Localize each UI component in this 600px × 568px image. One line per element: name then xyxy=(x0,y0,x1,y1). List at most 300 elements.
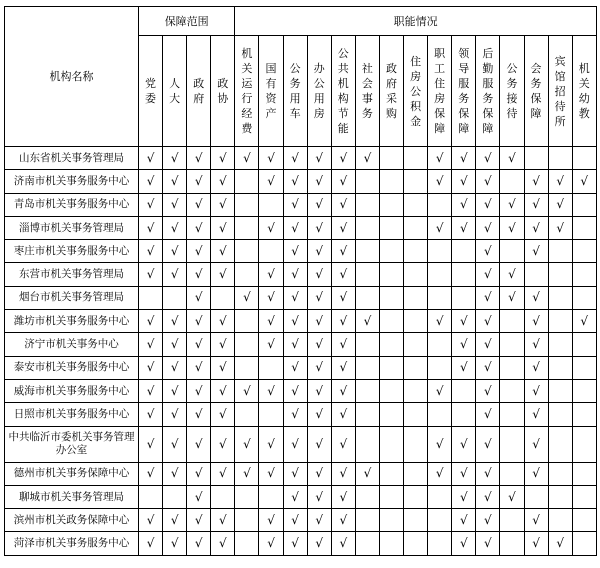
check-mark-cell: √ xyxy=(476,356,500,379)
org-name-cell: 德州市机关事务保障中心 xyxy=(5,462,139,485)
check-mark-cell: √ xyxy=(307,240,331,263)
empty-cell xyxy=(235,216,259,239)
check-mark-cell: √ xyxy=(476,379,500,402)
empty-cell xyxy=(428,532,452,555)
empty-cell xyxy=(404,379,428,402)
empty-cell xyxy=(404,462,428,485)
column-header-label: 政府采购 xyxy=(385,62,397,120)
check-mark-cell: √ xyxy=(331,426,355,462)
check-mark-cell: √ xyxy=(524,426,548,462)
check-mark-cell: √ xyxy=(307,379,331,402)
empty-cell xyxy=(548,403,572,426)
empty-cell xyxy=(235,333,259,356)
empty-cell xyxy=(572,532,596,555)
check-mark-cell: √ xyxy=(524,462,548,485)
group-header-functions: 职能情况 xyxy=(235,7,596,36)
check-mark-cell: √ xyxy=(524,240,548,263)
empty-cell xyxy=(163,485,187,508)
empty-cell xyxy=(355,532,379,555)
column-header-label: 后勤服务保障 xyxy=(482,47,494,135)
empty-cell xyxy=(259,403,283,426)
check-mark-cell: √ xyxy=(331,263,355,286)
empty-cell xyxy=(379,403,403,426)
empty-cell xyxy=(572,426,596,462)
empty-cell xyxy=(428,263,452,286)
column-header-label: 住房公积金 xyxy=(410,54,422,128)
check-mark-cell: √ xyxy=(259,333,283,356)
empty-cell xyxy=(548,286,572,309)
check-mark-cell: √ xyxy=(524,403,548,426)
check-mark-cell: √ xyxy=(187,403,211,426)
empty-cell xyxy=(379,485,403,508)
check-mark-cell: √ xyxy=(259,310,283,333)
check-mark-cell: √ xyxy=(187,170,211,193)
check-mark-cell: √ xyxy=(283,426,307,462)
check-mark-cell: √ xyxy=(331,509,355,532)
empty-cell xyxy=(379,356,403,379)
check-mark-cell: √ xyxy=(476,216,500,239)
empty-cell xyxy=(379,240,403,263)
check-mark-cell: √ xyxy=(355,147,379,170)
check-mark-cell: √ xyxy=(211,426,235,462)
check-mark-cell: √ xyxy=(235,426,259,462)
empty-cell xyxy=(379,263,403,286)
check-mark-cell: √ xyxy=(283,216,307,239)
empty-cell xyxy=(404,310,428,333)
empty-cell xyxy=(500,462,524,485)
check-mark-cell: √ xyxy=(476,263,500,286)
check-mark-cell: √ xyxy=(331,286,355,309)
check-mark-cell: √ xyxy=(524,286,548,309)
org-name-cell: 泰安市机关事务服务中心 xyxy=(5,356,139,379)
column-header xyxy=(331,36,355,147)
check-mark-cell: √ xyxy=(163,216,187,239)
empty-cell xyxy=(355,485,379,508)
check-mark-cell: √ xyxy=(187,356,211,379)
check-mark-cell: √ xyxy=(452,310,476,333)
empty-cell xyxy=(404,263,428,286)
check-mark-cell: √ xyxy=(331,240,355,263)
check-mark-cell: √ xyxy=(139,379,163,402)
table-row xyxy=(5,532,597,555)
empty-cell xyxy=(379,532,403,555)
table-row xyxy=(5,485,597,508)
check-mark-cell: √ xyxy=(476,240,500,263)
check-mark-cell: √ xyxy=(331,333,355,356)
check-mark-cell: √ xyxy=(283,310,307,333)
column-header xyxy=(548,36,572,147)
check-mark-cell: √ xyxy=(331,462,355,485)
check-mark-cell: √ xyxy=(139,356,163,379)
empty-cell xyxy=(572,216,596,239)
check-mark-cell: √ xyxy=(307,216,331,239)
check-mark-cell: √ xyxy=(139,216,163,239)
column-header-label: 机关幼教 xyxy=(578,62,590,120)
empty-cell xyxy=(404,485,428,508)
empty-cell xyxy=(524,263,548,286)
column-header-label: 会务保障 xyxy=(530,62,542,120)
table-row xyxy=(5,193,597,216)
check-mark-cell: √ xyxy=(139,333,163,356)
empty-cell xyxy=(572,240,596,263)
empty-cell xyxy=(428,509,452,532)
empty-cell xyxy=(428,356,452,379)
column-header xyxy=(404,36,428,147)
check-mark-cell: √ xyxy=(476,147,500,170)
empty-cell xyxy=(500,333,524,356)
check-mark-cell: √ xyxy=(428,216,452,239)
check-mark-cell: √ xyxy=(259,462,283,485)
empty-cell xyxy=(355,509,379,532)
check-mark-cell: √ xyxy=(476,462,500,485)
check-mark-cell: √ xyxy=(211,310,235,333)
check-mark-cell: √ xyxy=(428,426,452,462)
table-row xyxy=(5,379,597,402)
check-mark-cell: √ xyxy=(500,485,524,508)
org-name-cell: 烟台市机关事务管理局 xyxy=(5,286,139,309)
check-mark-cell: √ xyxy=(211,532,235,555)
check-mark-cell: √ xyxy=(211,216,235,239)
check-mark-cell: √ xyxy=(259,379,283,402)
empty-cell xyxy=(548,485,572,508)
check-mark-cell: √ xyxy=(500,286,524,309)
empty-cell xyxy=(235,403,259,426)
empty-cell xyxy=(548,310,572,333)
check-mark-cell: √ xyxy=(331,170,355,193)
check-mark-cell: √ xyxy=(283,462,307,485)
empty-cell xyxy=(428,403,452,426)
empty-cell xyxy=(500,356,524,379)
empty-cell xyxy=(379,286,403,309)
empty-cell xyxy=(500,240,524,263)
empty-cell xyxy=(548,356,572,379)
check-mark-cell: √ xyxy=(452,333,476,356)
table-header xyxy=(5,7,597,147)
org-name-cell: 潍坊市机关事务服务中心 xyxy=(5,310,139,333)
check-mark-cell: √ xyxy=(331,147,355,170)
empty-cell xyxy=(548,509,572,532)
empty-cell xyxy=(452,240,476,263)
check-mark-cell: √ xyxy=(524,356,548,379)
empty-cell xyxy=(139,286,163,309)
empty-cell xyxy=(211,286,235,309)
empty-cell xyxy=(548,379,572,402)
table-row xyxy=(5,263,597,286)
org-name-cell: 威海市机关事务服务中心 xyxy=(5,379,139,402)
column-header xyxy=(235,36,259,147)
empty-cell xyxy=(428,193,452,216)
check-mark-cell: √ xyxy=(331,216,355,239)
column-header xyxy=(500,36,524,147)
check-mark-cell: √ xyxy=(428,147,452,170)
empty-cell xyxy=(235,356,259,379)
check-mark-cell: √ xyxy=(187,193,211,216)
check-mark-cell: √ xyxy=(283,263,307,286)
column-header-label: 办公用房 xyxy=(313,62,325,120)
check-mark-cell: √ xyxy=(163,263,187,286)
check-mark-cell: √ xyxy=(307,426,331,462)
empty-cell xyxy=(355,193,379,216)
check-mark-cell: √ xyxy=(139,170,163,193)
check-mark-cell: √ xyxy=(548,170,572,193)
check-mark-cell: √ xyxy=(187,263,211,286)
empty-cell xyxy=(259,356,283,379)
empty-cell xyxy=(524,485,548,508)
empty-cell xyxy=(500,170,524,193)
empty-cell xyxy=(404,193,428,216)
check-mark-cell: √ xyxy=(283,240,307,263)
check-mark-cell: √ xyxy=(331,310,355,333)
empty-cell xyxy=(572,193,596,216)
empty-cell xyxy=(500,310,524,333)
table-row xyxy=(5,403,597,426)
empty-cell xyxy=(355,356,379,379)
empty-cell xyxy=(572,333,596,356)
check-mark-cell: √ xyxy=(163,356,187,379)
check-mark-cell: √ xyxy=(259,147,283,170)
check-mark-cell: √ xyxy=(307,485,331,508)
check-mark-cell: √ xyxy=(307,310,331,333)
check-mark-cell: √ xyxy=(211,193,235,216)
check-mark-cell: √ xyxy=(307,333,331,356)
empty-cell xyxy=(500,379,524,402)
org-name-cell: 聊城市机关事务管理局 xyxy=(5,485,139,508)
check-mark-cell: √ xyxy=(235,286,259,309)
check-mark-cell: √ xyxy=(452,532,476,555)
empty-cell xyxy=(404,286,428,309)
check-mark-cell: √ xyxy=(211,170,235,193)
check-mark-cell: √ xyxy=(307,147,331,170)
column-header xyxy=(476,36,500,147)
check-mark-cell: √ xyxy=(283,379,307,402)
check-mark-cell: √ xyxy=(163,403,187,426)
column-header-label: 国有资产 xyxy=(265,62,277,120)
check-mark-cell: √ xyxy=(211,379,235,402)
empty-cell xyxy=(379,379,403,402)
check-mark-cell: √ xyxy=(283,170,307,193)
org-function-table xyxy=(4,6,597,556)
check-mark-cell: √ xyxy=(500,147,524,170)
check-mark-cell: √ xyxy=(235,379,259,402)
empty-cell xyxy=(548,240,572,263)
check-mark-cell: √ xyxy=(259,216,283,239)
empty-cell xyxy=(548,333,572,356)
check-mark-cell: √ xyxy=(163,240,187,263)
column-header xyxy=(187,36,211,147)
check-mark-cell: √ xyxy=(163,333,187,356)
check-mark-cell: √ xyxy=(428,310,452,333)
check-mark-cell: √ xyxy=(452,509,476,532)
check-mark-cell: √ xyxy=(211,147,235,170)
column-header-label: 领导服务保障 xyxy=(458,47,470,135)
check-mark-cell: √ xyxy=(331,193,355,216)
check-mark-cell: √ xyxy=(283,147,307,170)
check-mark-cell: √ xyxy=(163,426,187,462)
org-name-cell: 山东省机关事务管理局 xyxy=(5,147,139,170)
check-mark-cell: √ xyxy=(476,403,500,426)
check-mark-cell: √ xyxy=(187,532,211,555)
check-mark-cell: √ xyxy=(235,462,259,485)
check-mark-cell: √ xyxy=(307,170,331,193)
empty-cell xyxy=(379,170,403,193)
check-mark-cell: √ xyxy=(331,356,355,379)
column-header xyxy=(428,36,452,147)
column-header-label: 宾馆招待所 xyxy=(554,54,566,128)
empty-cell xyxy=(572,379,596,402)
check-mark-cell: √ xyxy=(548,193,572,216)
check-mark-cell: √ xyxy=(452,426,476,462)
empty-cell xyxy=(500,509,524,532)
check-mark-cell: √ xyxy=(259,426,283,462)
check-mark-cell: √ xyxy=(548,216,572,239)
empty-cell xyxy=(404,170,428,193)
empty-cell xyxy=(235,263,259,286)
check-mark-cell: √ xyxy=(307,509,331,532)
check-mark-cell: √ xyxy=(187,485,211,508)
empty-cell xyxy=(379,216,403,239)
empty-cell xyxy=(404,426,428,462)
empty-cell xyxy=(404,403,428,426)
check-mark-cell: √ xyxy=(307,193,331,216)
check-mark-cell: √ xyxy=(187,462,211,485)
check-mark-cell: √ xyxy=(283,509,307,532)
check-mark-cell: √ xyxy=(572,310,596,333)
check-mark-cell: √ xyxy=(500,263,524,286)
check-mark-cell: √ xyxy=(476,485,500,508)
check-mark-cell: √ xyxy=(331,532,355,555)
check-mark-cell: √ xyxy=(259,263,283,286)
column-header xyxy=(211,36,235,147)
check-mark-cell: √ xyxy=(187,286,211,309)
empty-cell xyxy=(548,263,572,286)
check-mark-cell: √ xyxy=(307,462,331,485)
table-row xyxy=(5,147,597,170)
empty-cell xyxy=(572,286,596,309)
check-mark-cell: √ xyxy=(524,532,548,555)
check-mark-cell: √ xyxy=(428,462,452,485)
org-name-cell: 济宁市机关事务中心 xyxy=(5,333,139,356)
check-mark-cell: √ xyxy=(476,193,500,216)
check-mark-cell: √ xyxy=(476,286,500,309)
check-mark-cell: √ xyxy=(476,509,500,532)
empty-cell xyxy=(379,462,403,485)
column-header-label: 公务用车 xyxy=(289,62,301,120)
empty-cell xyxy=(259,485,283,508)
empty-cell xyxy=(572,509,596,532)
check-mark-cell: √ xyxy=(139,462,163,485)
empty-cell xyxy=(235,240,259,263)
column-header-label: 政协 xyxy=(217,77,229,105)
check-mark-cell: √ xyxy=(572,170,596,193)
check-mark-cell: √ xyxy=(452,216,476,239)
empty-cell xyxy=(235,485,259,508)
check-mark-cell: √ xyxy=(211,462,235,485)
check-mark-cell: √ xyxy=(259,509,283,532)
check-mark-cell: √ xyxy=(139,310,163,333)
empty-cell xyxy=(379,310,403,333)
empty-cell xyxy=(548,426,572,462)
check-mark-cell: √ xyxy=(259,170,283,193)
column-header-label: 公务接待 xyxy=(506,62,518,120)
empty-cell xyxy=(404,532,428,555)
empty-cell xyxy=(404,147,428,170)
org-name-cell: 菏泽市机关事务服务中心 xyxy=(5,532,139,555)
check-mark-cell: √ xyxy=(163,532,187,555)
empty-cell xyxy=(428,333,452,356)
check-mark-cell: √ xyxy=(307,532,331,555)
empty-cell xyxy=(235,509,259,532)
check-mark-cell: √ xyxy=(524,379,548,402)
table-row xyxy=(5,333,597,356)
empty-cell xyxy=(259,193,283,216)
check-mark-cell: √ xyxy=(524,170,548,193)
column-header xyxy=(139,36,163,147)
check-mark-cell: √ xyxy=(307,356,331,379)
table-body xyxy=(5,147,597,556)
table-row xyxy=(5,216,597,239)
check-mark-cell: √ xyxy=(163,509,187,532)
org-name-cell: 枣庄市机关事务服务中心 xyxy=(5,240,139,263)
check-mark-cell: √ xyxy=(163,310,187,333)
column-header-label: 党委 xyxy=(145,77,157,105)
check-mark-cell: √ xyxy=(187,333,211,356)
check-mark-cell: √ xyxy=(548,532,572,555)
empty-cell xyxy=(500,426,524,462)
check-mark-cell: √ xyxy=(307,403,331,426)
empty-cell xyxy=(404,240,428,263)
check-mark-cell: √ xyxy=(283,532,307,555)
check-mark-cell: √ xyxy=(139,147,163,170)
empty-cell xyxy=(355,170,379,193)
check-mark-cell: √ xyxy=(163,193,187,216)
check-mark-cell: √ xyxy=(139,532,163,555)
empty-cell xyxy=(355,426,379,462)
column-header xyxy=(259,36,283,147)
check-mark-cell: √ xyxy=(187,147,211,170)
check-mark-cell: √ xyxy=(524,216,548,239)
check-mark-cell: √ xyxy=(211,240,235,263)
check-mark-cell: √ xyxy=(259,532,283,555)
empty-cell xyxy=(379,193,403,216)
empty-cell xyxy=(259,240,283,263)
empty-cell xyxy=(235,170,259,193)
check-mark-cell: √ xyxy=(307,263,331,286)
table-row xyxy=(5,509,597,532)
empty-cell xyxy=(428,240,452,263)
table-row xyxy=(5,286,597,309)
check-mark-cell: √ xyxy=(524,193,548,216)
org-name-cell: 淄博市机关事务管理局 xyxy=(5,216,139,239)
empty-cell xyxy=(404,216,428,239)
empty-cell xyxy=(452,379,476,402)
empty-cell xyxy=(452,286,476,309)
empty-cell xyxy=(355,263,379,286)
check-mark-cell: √ xyxy=(524,310,548,333)
check-mark-cell: √ xyxy=(476,310,500,333)
org-name-cell: 日照市机关事务服务中心 xyxy=(5,403,139,426)
check-mark-cell: √ xyxy=(187,379,211,402)
empty-cell xyxy=(355,333,379,356)
column-header xyxy=(283,36,307,147)
check-mark-cell: √ xyxy=(211,356,235,379)
org-name-cell: 滨州市机关政务保障中心 xyxy=(5,509,139,532)
group-header-coverage: 保障范围 xyxy=(139,7,235,36)
check-mark-cell: √ xyxy=(355,462,379,485)
check-mark-cell: √ xyxy=(139,193,163,216)
check-mark-cell: √ xyxy=(476,170,500,193)
column-header xyxy=(163,36,187,147)
check-mark-cell: √ xyxy=(187,240,211,263)
